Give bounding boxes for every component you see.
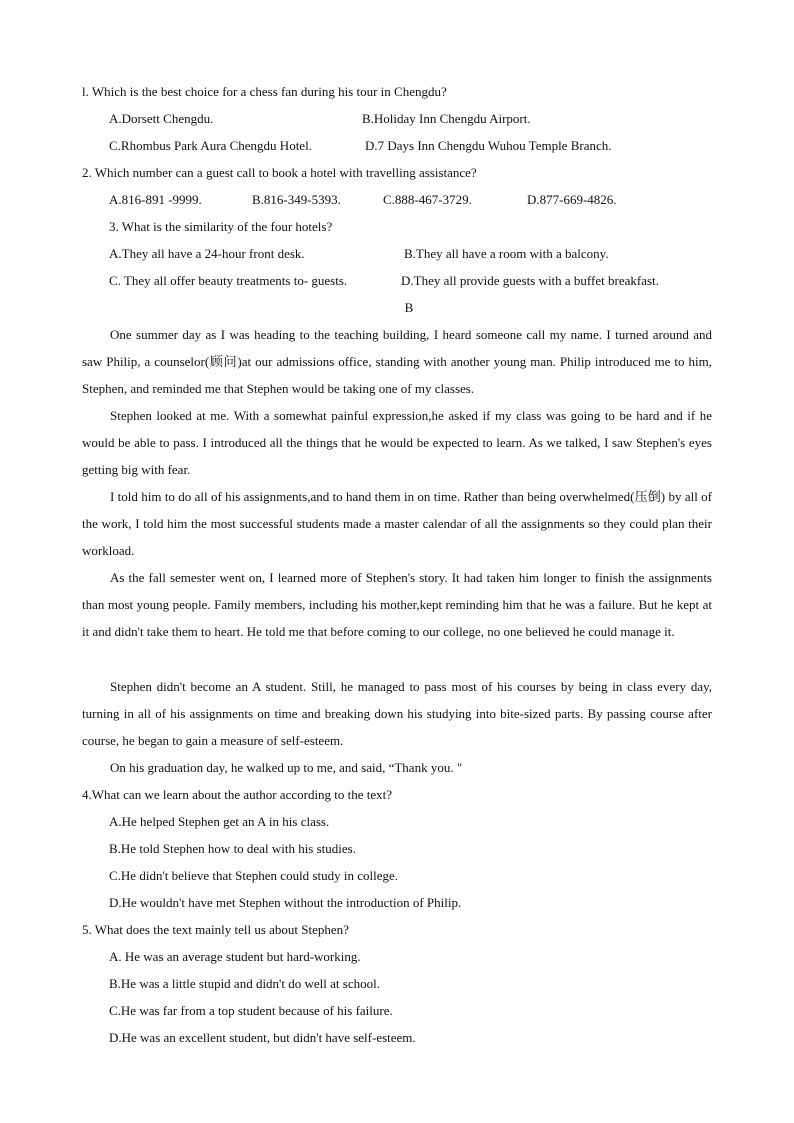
q1-option-c: C.Rhombus Park Aura Chengdu Hotel. [109,138,312,153]
q2-option-c: C.888-467-3729. [383,192,472,207]
q3-option-a: A.They all have a 24-hour front desk. [109,246,305,261]
question-3-stem: 3. What is the similarity of the four hotels? [109,219,333,234]
question-1-stem: l. Which is the best choice for a chess fan during his tour in Chengdu? [82,84,447,99]
question-5-stem: 5. What does the text mainly tell us about Stephen? [82,922,349,937]
q4-option-a: A.He helped Stephen get an A in his class. [109,814,330,829]
passage-paragraph-2: Stephen looked at me. With a somewhat painful expression,he asked if my class was going to be hard and if he would be able to pass. I introduced all the things that he would be expected to learn. As we talked, I saw Stephen's eyes getting big with fear. [82,408,712,477]
question-4-stem: 4.What can we learn about the author according to the text? [82,787,393,802]
q1-option-b: B.Holiday Inn Chengdu Airport. [362,111,531,126]
q5-option-b: B.He was a little stupid and didn't do well at school. [109,976,380,991]
q5-option-d: D.He was an excellent student, but didn't have self-esteem. [109,1030,416,1045]
q1-option-a: A.Dorsett Chengdu. [109,111,214,126]
q5-option-c: C.He was far from a top student because of his failure. [109,1003,393,1018]
passage-paragraph-1: One summer day as I was heading to the teaching building, I heard someone call my name. I turned around and saw Philip, a counselor(顾问)at our admissions office, standing with another young man. Philip introduced me to him, Stephen, and reminded me that Stephen would be taking one of my classes. [82,327,712,396]
q4-option-b: B.He told Stephen how to deal with his studies. [109,841,356,856]
q2-option-a: A.816-891 -9999. [109,192,202,207]
q2-option-b: B.816-349-5393. [252,192,341,207]
question-2-stem: 2. Which number can a guest call to book a hotel with travelling assistance? [82,165,477,180]
q3-option-d: D.They all provide guests with a buffet breakfast. [401,273,659,288]
q1-option-d: D.7 Days Inn Chengdu Wuhou Temple Branch. [365,138,612,153]
passage-paragraph-6: On his graduation day, he walked up to me, and said, “Thank you. " [110,760,463,775]
q3-option-c: C. They all offer beauty treatments to- guests. [109,273,348,288]
q4-option-c: C.He didn't believe that Stephen could study in college. [109,868,399,883]
passage-paragraph-5: Stephen didn't become an A student. Still, he managed to pass most of his courses by being in class every day, turning in all of his assignments on time and breaking down his studying into bite-sized parts. By passing course after course, he began to gain a measure of self-esteem. [82,679,712,748]
q3-option-b: B.They all have a room with a balcony. [404,246,609,261]
section-b-heading: B [404,300,414,315]
q2-option-d: D.877-669-4826. [527,192,617,207]
passage-paragraph-4: As the fall semester went on, I learned more of Stephen's story. It had taken him longer to finish the assignments than most young people. Family members, including his mother,kept reminding him that he was a failure. But he kept at it and didn't take them to heart. He told me that before coming to our college, no one believed he could manage it. [82,570,712,639]
q5-option-a: A. He was an average student but hard-working. [109,949,361,964]
q4-option-d: D.He wouldn't have met Stephen without the introduction of Philip. [109,895,462,910]
passage-paragraph-3: I told him to do all of his assignments,and to hand them in on time. Rather than being overwhelmed(压倒) by all of the work, I told him the most successful students made a master calendar of all the assignments so they could plan their workload. [82,489,712,558]
